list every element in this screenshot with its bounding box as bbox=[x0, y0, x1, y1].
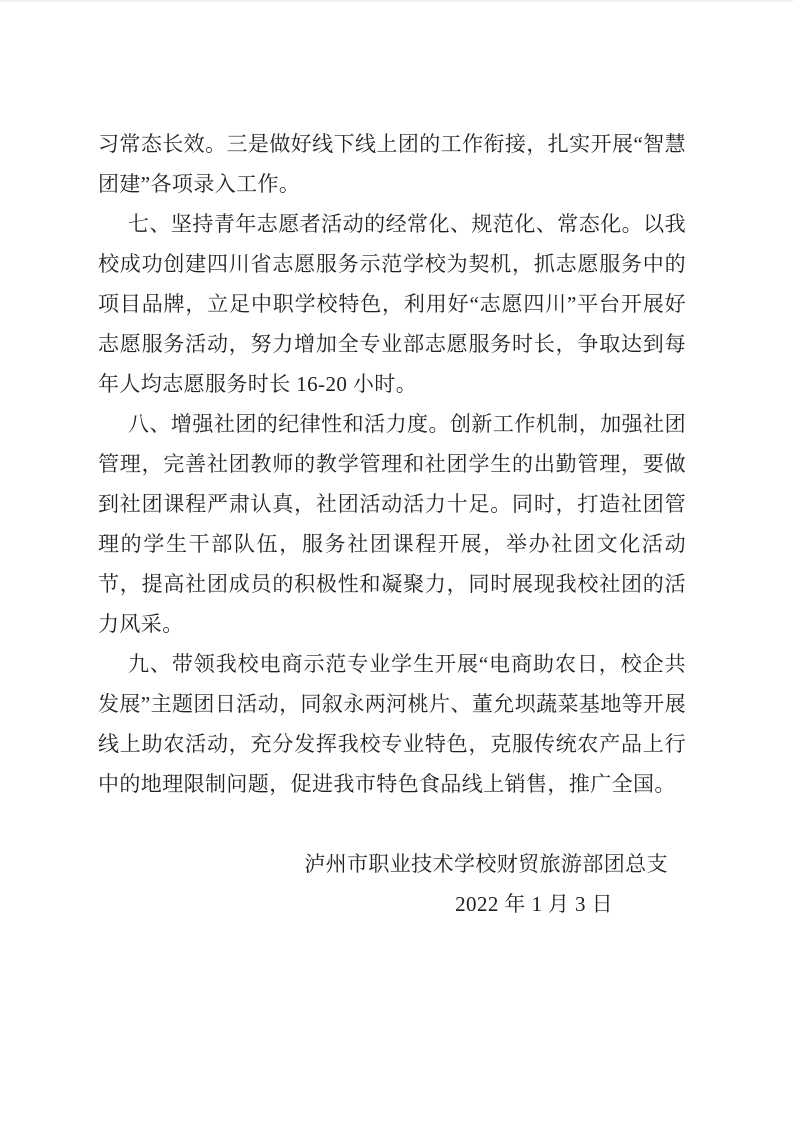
paragraph-item-7: 七、坚持青年志愿者活动的经常化、规范化、常态化。以我校成功创建四川省志愿服务示范学校为契机，抓志愿服务中的项目品牌，立足中职学校特色，利用好“志愿四川”平台开展好志愿服务活动，努力增加全专业部志愿服务时长，争取达到每年人均志愿服务时长 16-20 小时。 bbox=[98, 212, 686, 396]
signature-block bbox=[98, 844, 686, 924]
document-body bbox=[98, 124, 686, 924]
signature-date: 2022 年 1 月 3 日 bbox=[455, 892, 613, 916]
signature-organization: 泸州市职业技术学校财贸旅游部团总支 bbox=[304, 852, 668, 876]
paragraph-item-9: 九、带领我校电商示范专业学生开展“电商助农日，校企共发展”主题团日活动，同叙永两河桃片、董允坝蔬菜基地等开展线上助农活动，充分发挥我校专业特色，克服传统农产品上行中的地理限制问题，促进我市特色食品线上销售，推广全国。 bbox=[98, 652, 686, 796]
paragraph-continuation: 习常态长效。三是做好线下线上团的工作衔接，扎实开展“智慧团建”各项录入工作。 bbox=[98, 132, 686, 196]
paragraph-item-8: 八、增强社团的纪律性和活力度。创新工作机制，加强社团管理，完善社团教师的教学管理和社团学生的出勤管理，要做到社团课程严肃认真，社团活动活力十足。同时，打造社团管理的学生干部队伍，服务社团课程开展，举办社团文化活动节，提高社团成员的积极性和凝聚力，同时展现我校社团的活力风采。 bbox=[98, 412, 686, 636]
